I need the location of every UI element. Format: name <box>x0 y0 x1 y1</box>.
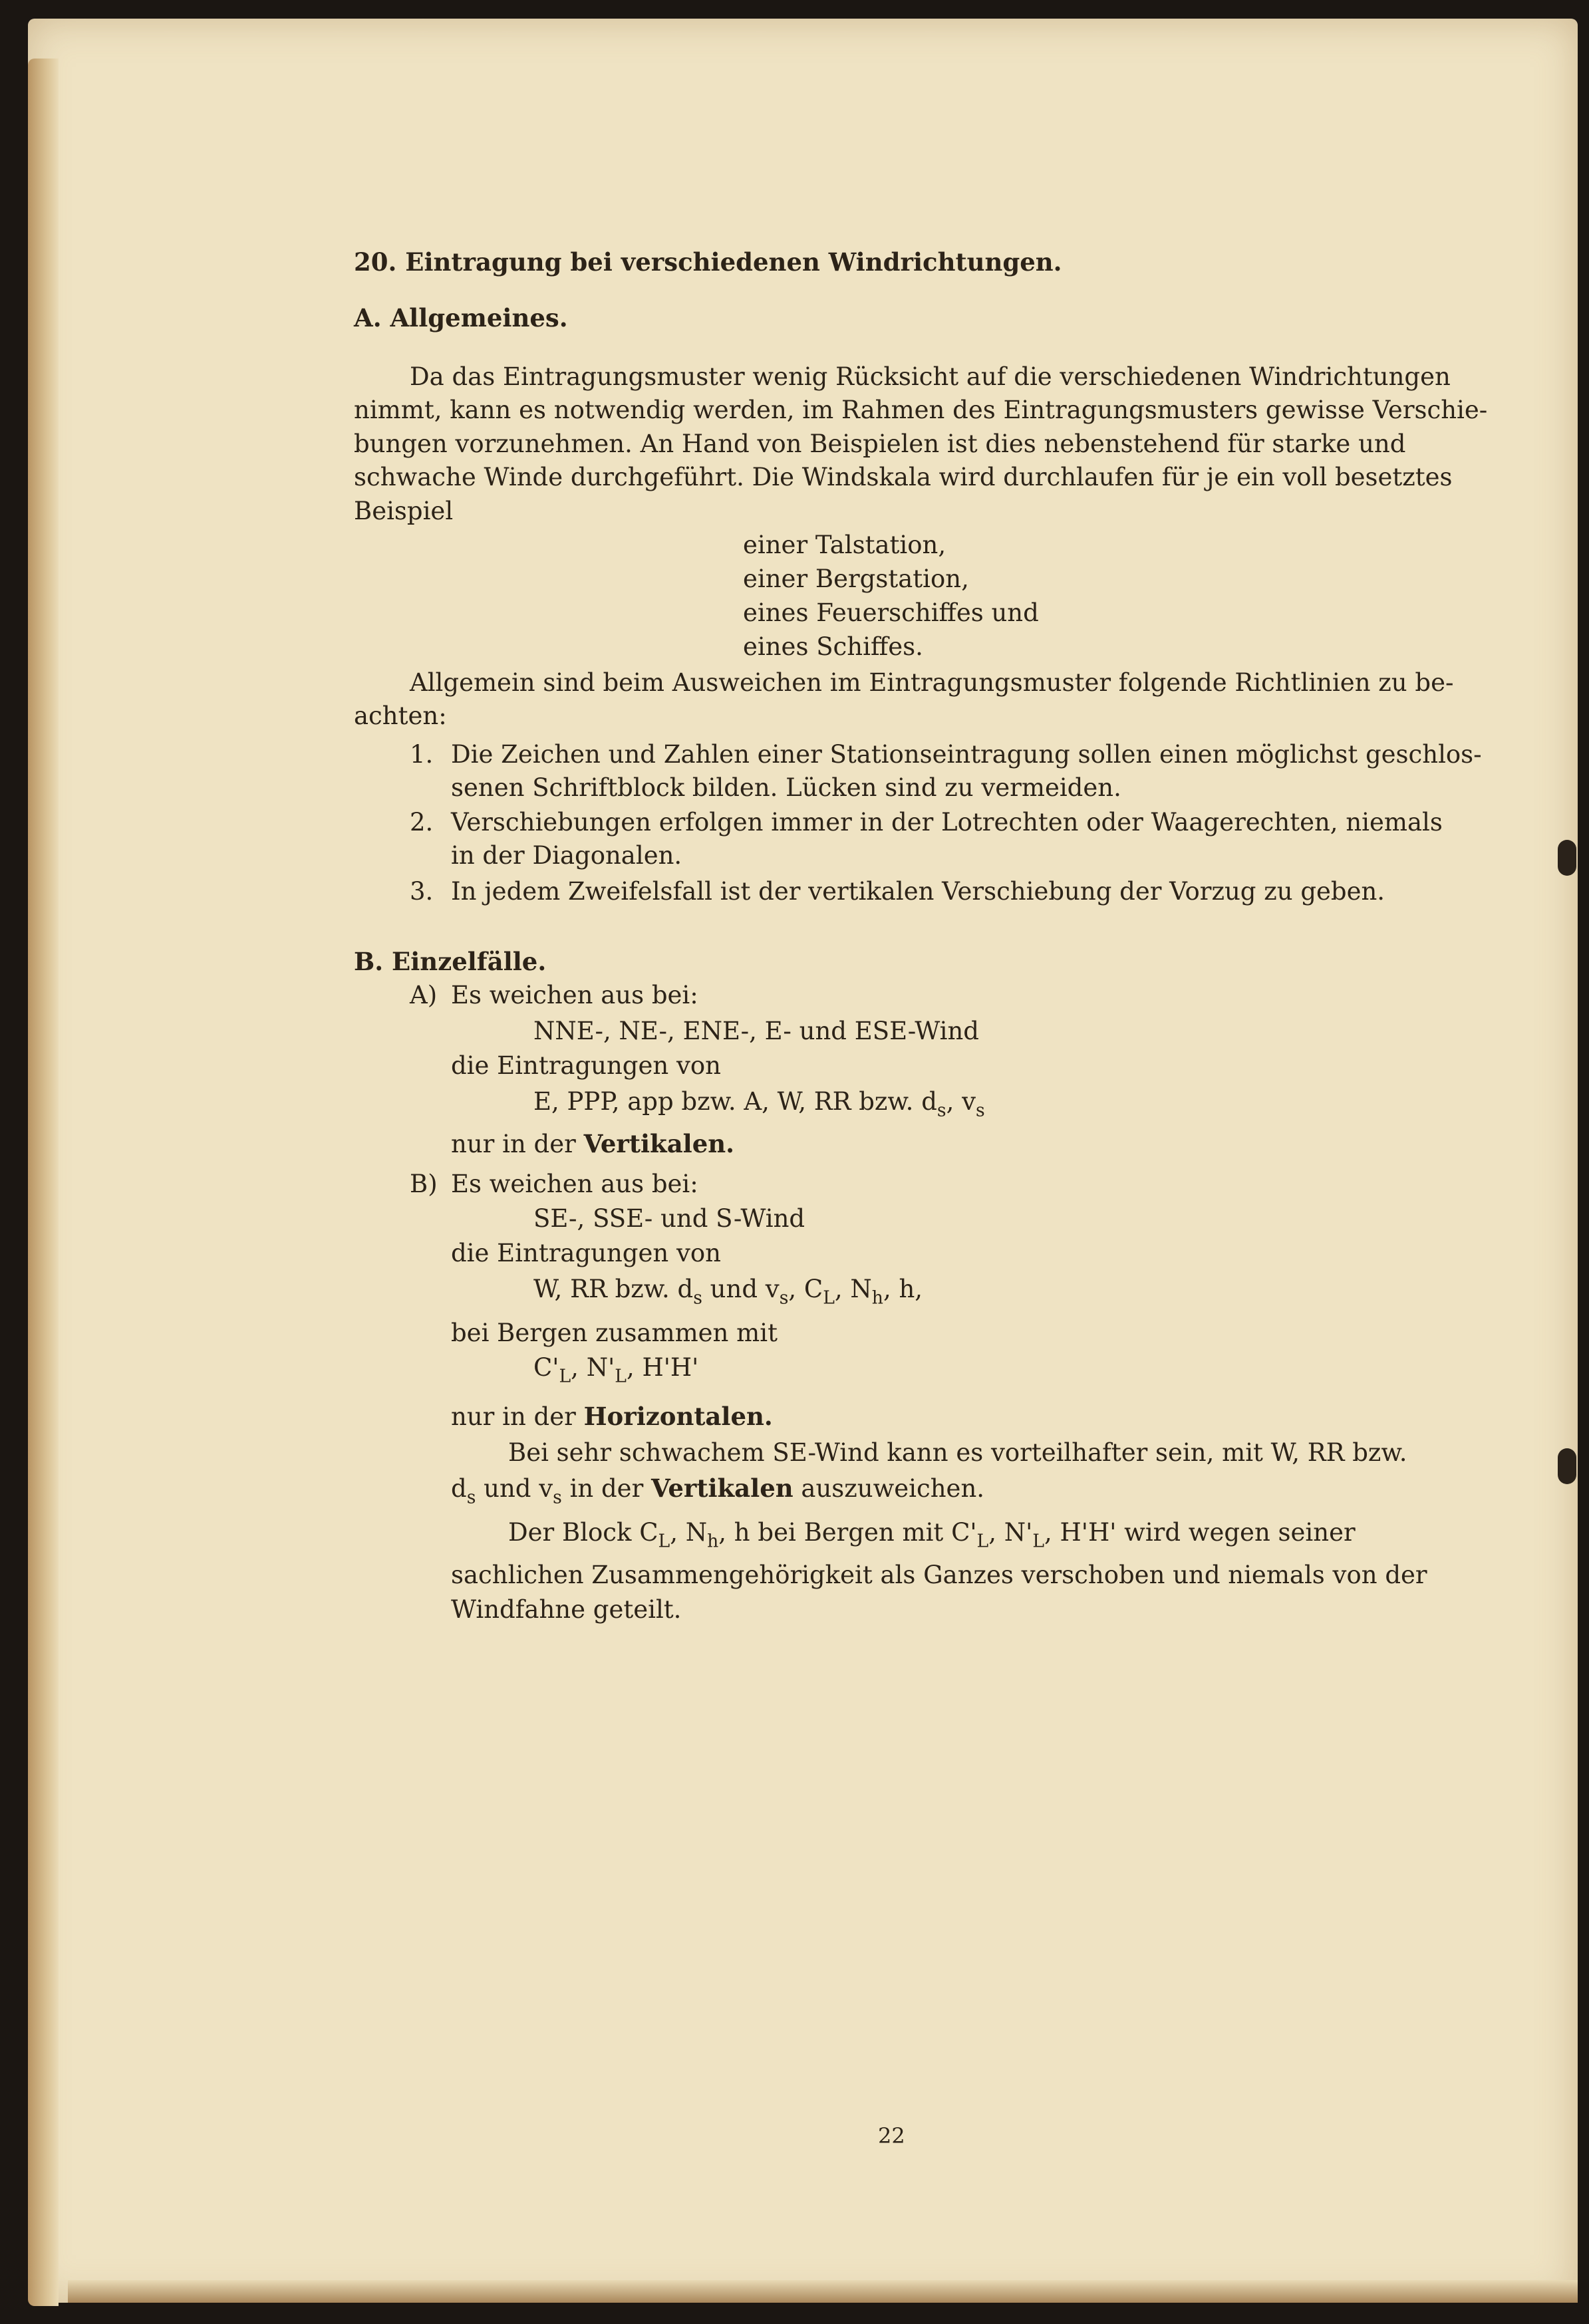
note-line: sachlichen Zusammengehörigkeit als Ganzes verschoben und niemals von der <box>451 1561 1427 1589</box>
entries-intro: die Eintragungen von <box>451 1239 721 1267</box>
punch-hole <box>1558 1448 1576 1484</box>
punch-hole <box>1558 840 1576 876</box>
mountain-entries: $C'_L$, $N'_L$, H'H' <box>533 1353 699 1387</box>
note-line: Der Block $C_L$, $N_h$, h bei Bergen mit $C'_L$, $N'_L$, H'H' wird wegen seiner <box>508 1518 1356 1552</box>
case-result: nur in der Vertikalen. <box>451 1129 735 1158</box>
case-result: nur in der Horizontalen. <box>451 1402 773 1431</box>
rule-line: senen Schriftblock bilden. Lücken sind zu vermeiden. <box>451 773 1121 802</box>
rules-intro-line: achten: <box>354 702 447 730</box>
rules-intro-line: Allgemein sind beim Ausweichen im Eintragungsmuster folgende Richtlinien zu be- <box>410 668 1454 697</box>
rule-number: 2. <box>410 808 434 837</box>
rule-number: 3. <box>410 877 434 906</box>
rule-line: In jedem Zweifelsfall ist der vertikalen Verschiebung der Vorzug zu geben. <box>451 877 1385 906</box>
example-item: eines Schiffes. <box>743 632 923 661</box>
paragraph-line: bungen vorzunehmen. An Hand von Beispielen ist dies nebenstehend für starke und <box>354 430 1406 458</box>
page-edge-bottom <box>68 2280 1578 2303</box>
case-label: A) <box>410 981 438 1009</box>
book-page <box>28 19 1578 2303</box>
section-b-title: B. Einzelfälle. <box>354 947 547 976</box>
page-edge <box>28 59 59 2306</box>
paragraph-line: schwache Winde durchgeführt. Die Windskala wird durchlaufen für je ein voll besetztes <box>354 463 1453 491</box>
note-line: Bei sehr schwachem SE-Wind kann es vorteilhafter sein, mit W, RR bzw. <box>508 1438 1407 1467</box>
rule-line: Die Zeichen und Zahlen einer Stationseintragung sollen einen möglichst geschlos- <box>451 740 1482 769</box>
example-item: einer Talstation, <box>743 531 946 559</box>
paragraph-line: Beispiel <box>354 497 454 525</box>
wind-directions: NNE-, NE-, ENE-, E- und ESE-Wind <box>533 1017 979 1045</box>
paragraph-line: Da das Eintragungsmuster wenig Rücksicht auf die verschiedenen Windrichtungen <box>410 362 1451 391</box>
case-intro: Es weichen aus bei: <box>451 1170 698 1198</box>
entries-list: E, PPP, app bzw. A, W, RR bzw. $d_s$, $v_s$ <box>533 1087 985 1121</box>
entries-intro: die Eintragungen von <box>451 1051 721 1080</box>
example-item: eines Feuerschiffes und <box>743 598 1039 627</box>
entries-list: W, RR bzw. $d_s$ und $v_s$, $C_L$, $N_h$, h, <box>533 1275 923 1309</box>
note-line: $d_s$ und $v_s$ in der Vertikalen auszuweichen. <box>451 1474 985 1508</box>
rule-number: 1. <box>410 740 434 769</box>
mountains-line: bei Bergen zusammen mit <box>451 1319 778 1347</box>
wind-directions: SE-, SSE- und S-Wind <box>533 1204 805 1233</box>
page-number: 22 <box>878 2123 905 2148</box>
note-line: Windfahne geteilt. <box>451 1595 682 1624</box>
case-label: B) <box>410 1170 438 1198</box>
paragraph-line: nimmt, kann es notwendig werden, im Rahmen des Eintragungsmusters gewisse Verschie- <box>354 396 1488 424</box>
rule-line: Verschiebungen erfolgen immer in der Lotrechten oder Waagerechten, niemals <box>451 808 1443 837</box>
example-item: einer Bergstation, <box>743 565 969 593</box>
section-heading: 20. Eintragung bei verschiedenen Windrichtungen. <box>354 247 1062 277</box>
case-intro: Es weichen aus bei: <box>451 981 698 1009</box>
section-a-title: A. Allgemeines. <box>354 303 568 332</box>
rule-line: in der Diagonalen. <box>451 841 682 870</box>
